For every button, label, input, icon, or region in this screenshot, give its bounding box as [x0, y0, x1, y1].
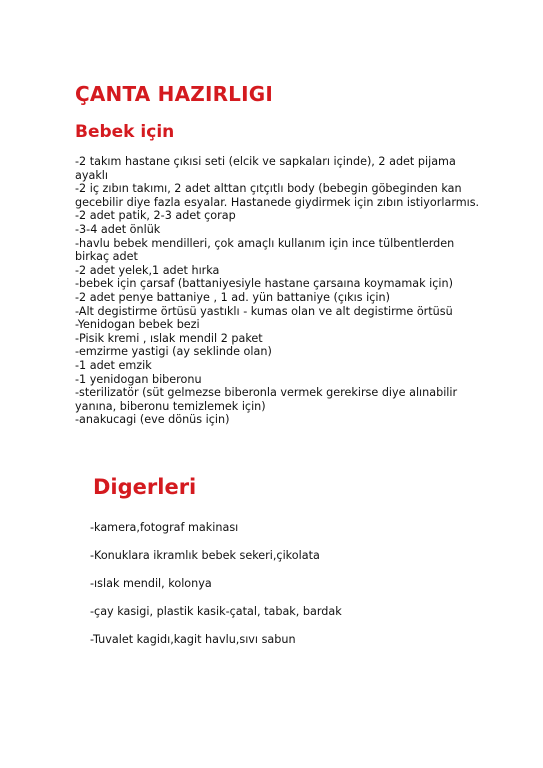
baby-items-list	[75, 155, 480, 427]
list-item: -3-4 adet önlük	[75, 222, 161, 236]
page-title: ÇANTA HAZIRLIGI	[75, 82, 274, 106]
list-item: -2 adet yelek,1 adet hırka	[75, 263, 220, 277]
list-item: -Yenidogan bebek bezi	[75, 318, 200, 332]
list-item: -Pisik kremi , ıslak mendil 2 paket	[75, 331, 263, 345]
list-item: -2 takım hastane çıkısi seti (elcik ve sapkaları içinde), 2 adet pijama ayaklı	[75, 155, 456, 182]
list-item: -kamera,fotograf makinası	[90, 521, 239, 534]
list-item: -2 adet patik, 2-3 adet çorap	[75, 209, 236, 223]
section-heading-baby: Bebek için	[75, 122, 175, 142]
list-item: -Tuvalet kagidı,kagit havlu,sıvı sabun	[90, 633, 296, 646]
list-item: -havlu bebek mendilleri, çok amaçlı kullanım için ince tülbentlerden birkaç adet	[75, 236, 455, 264]
section-heading-others: Digerleri	[93, 475, 197, 499]
list-item: -1 yenidogan biberonu	[75, 372, 202, 386]
other-items-list	[90, 520, 342, 660]
list-item: -sterilizatör (süt gelmezse biberonla vermek gerekirse diye alınabilir yanına, biberonu temizlemek için)	[75, 386, 458, 413]
list-item: -ıslak mendil, kolonya	[90, 577, 212, 590]
list-item: -1 adet emzik	[75, 358, 152, 372]
list-item: -anakucagi (eve dönüs için)	[75, 413, 230, 427]
list-item: -çay kasigi, plastik kasik-çatal, tabak, bardak	[90, 605, 342, 618]
list-item: -Alt degistirme örtüsü yastıklı - kumas olan ve alt degistirme örtüsü	[75, 304, 453, 318]
list-item: -2 iç zıbın takımı, 2 adet alttan çıtçıtlı body (bebegin göbeginden kan gecebilir diye fazla esyalar. Hastanede giydirmek için zıbın istiyorlarmıs.	[75, 182, 480, 209]
list-item: -bebek için çarsaf (battaniyesiyle hastane çarsaına koymamak için)	[75, 277, 453, 291]
list-item: -Konuklara ikramlık bebek sekeri,çikolata	[90, 549, 320, 562]
list-item: -emzirme yastigi (ay seklinde olan)	[75, 345, 272, 359]
list-item: -2 adet penye battaniye , 1 ad. yün battaniye (çıkıs için)	[75, 290, 390, 304]
